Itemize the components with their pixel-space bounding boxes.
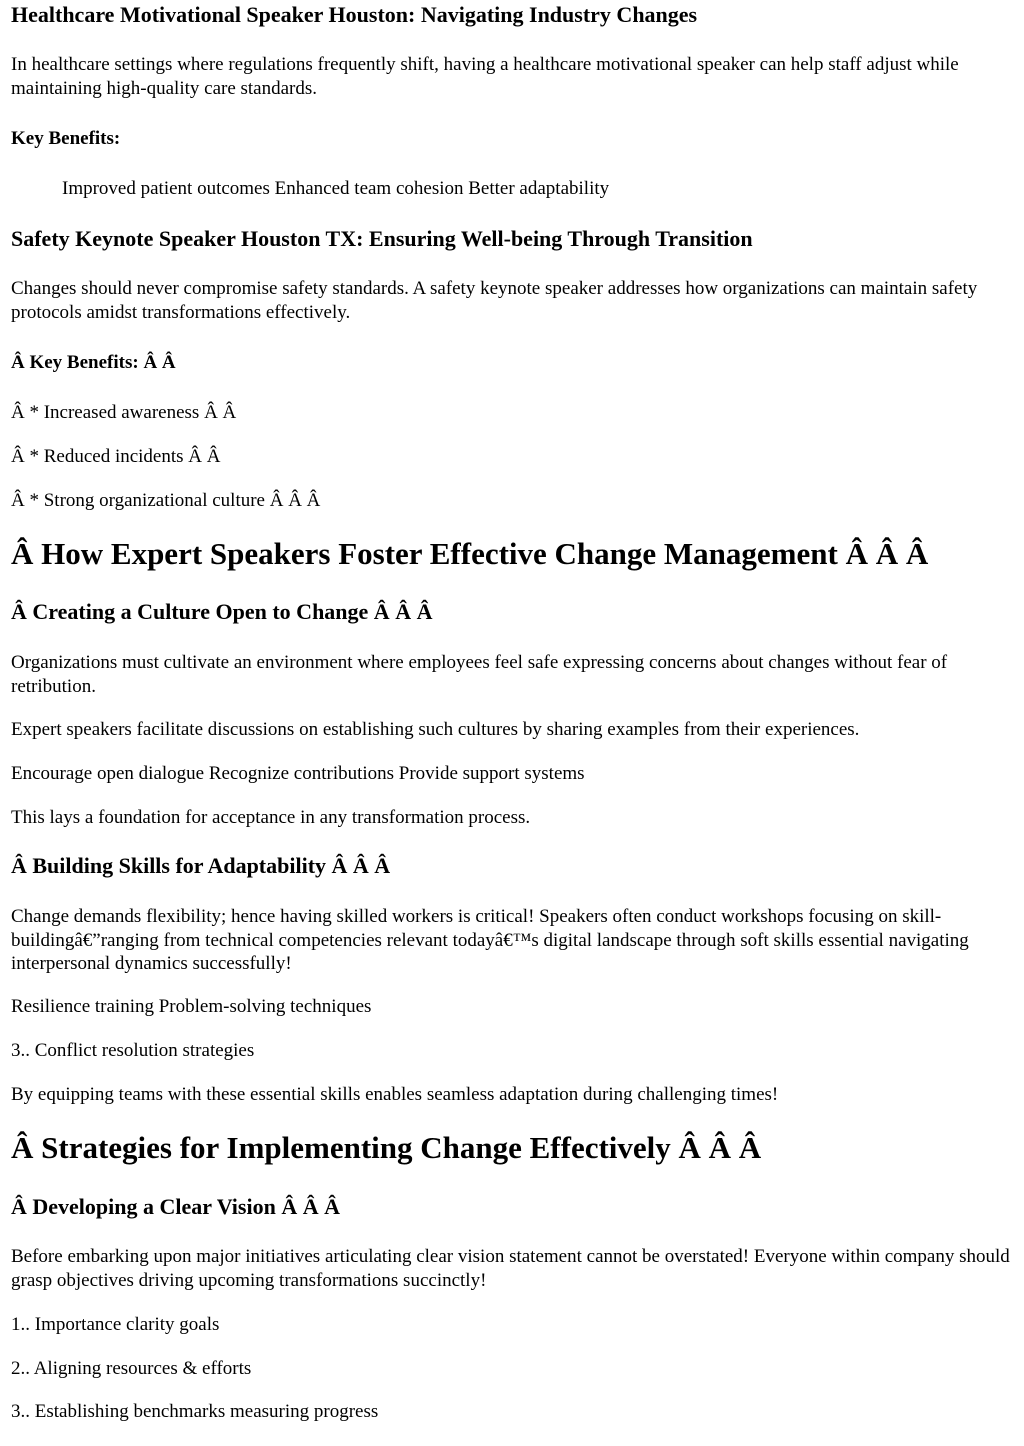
paragraph-culture: Organizations must cultivate an environment where employees feel safe expressing concerns about changes without fear of retribution. [11,652,948,697]
paragraph-vision: Before embarking upon major initiatives articulating clear vision statement cannot be overstated! Everyone within company should grasp objectives driving upcoming transformations succinctly! [11,1246,1010,1291]
list-item: 2.. Aligning resources & efforts [11,1358,252,1379]
section-heading-healthcare-speaker: Healthcare Motivational Speaker Houston: Navigating Industry Changes [11,2,698,27]
paragraph-culture: This lays a foundation for acceptance in any transformation process. [11,807,531,828]
paragraph-safety-intro: Changes should never compromise safety standards. A safety keynote speaker addresses how organizations can maintain safety protocols amidst transformations effectively. [11,278,978,323]
benefits-list: Improved patient outcomes Enhanced team cohesion Better adaptability [62,178,610,199]
paragraph-skills: 3.. Conflict resolution strategies [11,1040,255,1061]
paragraph-culture: Expert speakers facilitate discussions on establishing such cultures by sharing examples from their experiences. [11,719,860,740]
subheading-clear-vision: Â Developing a Clear Vision Â Â Â [11,1194,340,1219]
subheading-building-skills: Â Building Skills for Adaptability Â Â Â [11,853,391,878]
paragraph-skills: Resilience training Problem-solving techniques [11,996,372,1017]
list-item: 3.. Establishing benchmarks measuring progress [11,1401,379,1422]
paragraph-culture: Encourage open dialogue Recognize contributions Provide support systems [11,763,585,784]
section-heading-strategies: Â Strategies for Implementing Change Effectively Â Â Â [11,1130,762,1165]
key-benefits-heading: Key Benefits: [11,128,121,149]
list-item: Â * Strong organizational culture Â Â Â [11,490,321,511]
list-item: 1.. Importance clarity goals [11,1314,220,1335]
subheading-culture-open: Â Creating a Culture Open to Change Â Â Â [11,599,433,624]
paragraph-skills: Change demands flexibility; hence having skilled workers is critical! Speakers often conduct workshops focusing on skill-buildingâ€”ranging from technical competencies relevant todayâ€™s digital landscape through soft skills essential navigating interpersonal dynamics successfully! [11,906,969,974]
paragraph-healthcare-intro: In healthcare settings where regulations frequently shift, having a healthcare motivational speaker can help staff adjust while maintaining high-quality care standards. [11,54,959,99]
list-item: Â * Reduced incidents Â Â [11,446,221,467]
key-benefits-heading-safety: Â Key Benefits: Â Â [11,352,176,373]
section-heading-safety-speaker: Safety Keynote Speaker Houston TX: Ensuring Well-being Through Transition [11,226,753,251]
section-heading-expert-speakers: Â How Expert Speakers Foster Effective Change Management Â Â Â [11,536,929,571]
list-item: Â * Increased awareness Â Â [11,402,237,423]
paragraph-skills: By equipping teams with these essential skills enables seamless adaptation during challenging times! [11,1084,779,1105]
